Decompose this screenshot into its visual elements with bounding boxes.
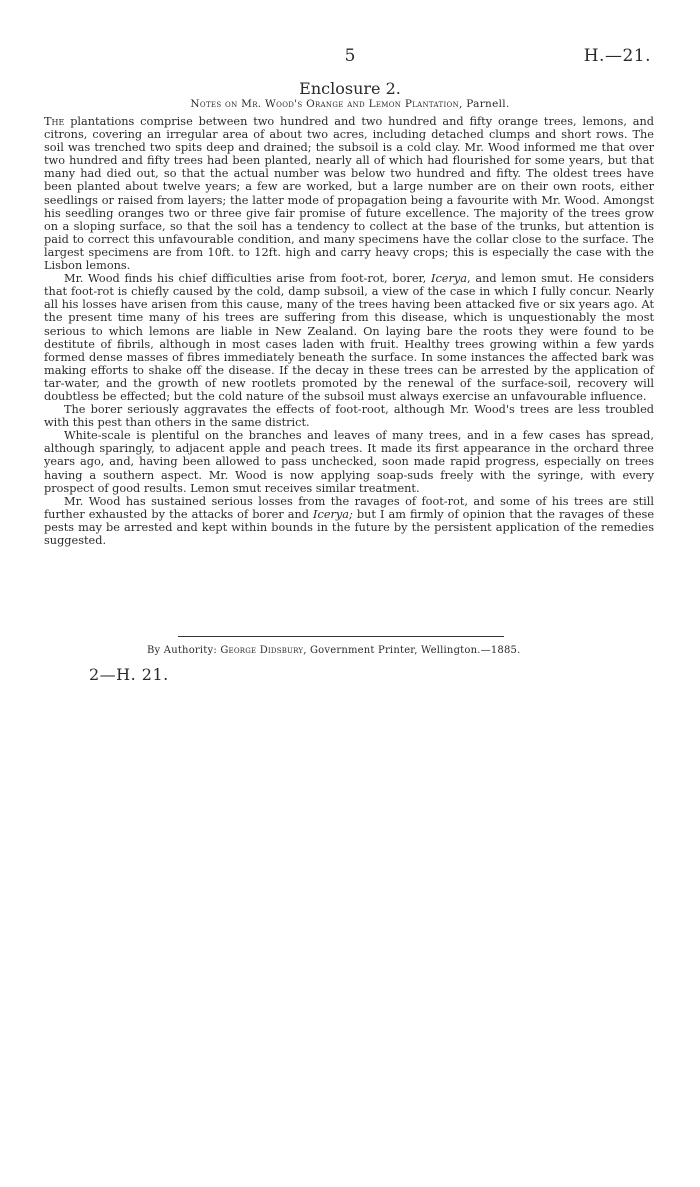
paragraph-text: Mr. Wood has sustained serious losses from the ravages of foot-rot, and some of his trees are still further exhausted by the attacks of borer and	[44, 494, 654, 521]
footer-divider	[178, 636, 504, 637]
paragraph-text: Mr. Wood finds his chief difficulties arise from foot-rot, borer,	[64, 272, 431, 286]
imprint-authority: By Authority:	[147, 645, 221, 656]
notes-title-subject: Orange and Lemon Plantation	[306, 98, 459, 110]
imprint-printer-name: George Didsbury	[220, 645, 304, 656]
paragraph-white-scale: White-scale is plentiful on the branches and leaves of many trees, and in a few cases has spread, although sparingly, to adjacent apple and peach trees. It made its first appearance in the orchard three years ago, and, having been allowed to pass unchecked, soon made rapid progress, especially on trees having a southern aspect. Mr. Wood is now applying soap-suds freely with the syringe, with every prospect of good results. Lemon smut receives similar treatment.	[44, 429, 654, 495]
printer-imprint	[147, 645, 520, 656]
paragraph-text: , and lemon smut. He considers that foot-rot is chiefly caused by the cold, damp subsoil, a view of the case in which I fully concur. Nearly all his losses have arisen from this cause, many of the trees having been attacked five or six years ago. At the present time many of his trees are suffering from this disease, which is unquestionably the most serious to which lemons are liable in New Zealand. On laying bare the roots they were found to be destitute of fibrils, although in most cases laden with fruit. Healthy trees growing within a few yards formed dense masses of fibres immediately beneath the surface. In some instances the affected bark was making efforts to shake off the disease. If the decay in these trees can be arrested by the application of tar-water, and the growth of new rootlets promoted by the renewal of the surface-soil, recovery will doubtless be effected; but the cold nature of the subsoil must always exercise an unfavourable influence.	[44, 272, 654, 403]
paragraph-borer: The borer seriously aggravates the effects of foot-root, although Mr. Wood's trees are less troubled with this pest than others in the same district.	[44, 403, 654, 430]
paragraph-lead-word: The	[44, 115, 65, 128]
paragraph-text: plantations comprise between two hundred and two hundred and fifty orange trees, lemons, and citrons, covering an irregular area of about two acres, including detached clumps and short rows. The soil was trenched two spits deep and drained; the subsoil is a cold clay. Mr. Wood informed me that over two hundred and fifty trees had been planted, nearly all of which had flourished for some years, but that many had died out, so that the actual number was below two hundred and fifty. The oldest trees have been planted about twelve years; a few are worked, but a large number are on their own roots, either seedlings or raised from layers; the latter mode of propagation being a favourite with Mr. Wood. Amongst his seedling oranges two or three give fair promise of future excellence. The majority of the trees grow on a sloping surface, so that the soil has a tendency to collect at the base of the trunks, but attention is paid to correct this unfavourable condition, and many specimens have the collar close to the surface. The largest specimens are from 10ft. to 12ft. high and carry heavy crops; this is especially the case with the Lisbon lemons.	[44, 115, 654, 273]
italic-term: Icerya	[431, 272, 467, 286]
enclosure-title: Enclosure 2.	[299, 79, 401, 98]
italic-term: Icerya;	[313, 507, 353, 521]
paragraph-difficulties	[44, 272, 654, 403]
paragraph-text: but I am firmly of opinion that the ravages of these pests may be arrested and kept within bounds in the future by the persistent application of the remedies suggested.	[44, 507, 654, 547]
imprint-details: , Government Printer, Wellington.—1885.	[303, 645, 521, 656]
notes-title	[0, 98, 700, 110]
document-reference: H.—21.	[583, 46, 651, 66]
notes-title-prefix: Notes on Mr. Wood's	[190, 98, 307, 110]
paragraph-conclusion	[44, 495, 654, 547]
page-number: 5	[344, 46, 356, 66]
notes-title-suffix: , Parnell.	[459, 98, 510, 110]
sheet-reference: 2—H. 21.	[89, 665, 169, 684]
report-body	[44, 115, 654, 547]
paragraph-plantations	[44, 115, 654, 272]
